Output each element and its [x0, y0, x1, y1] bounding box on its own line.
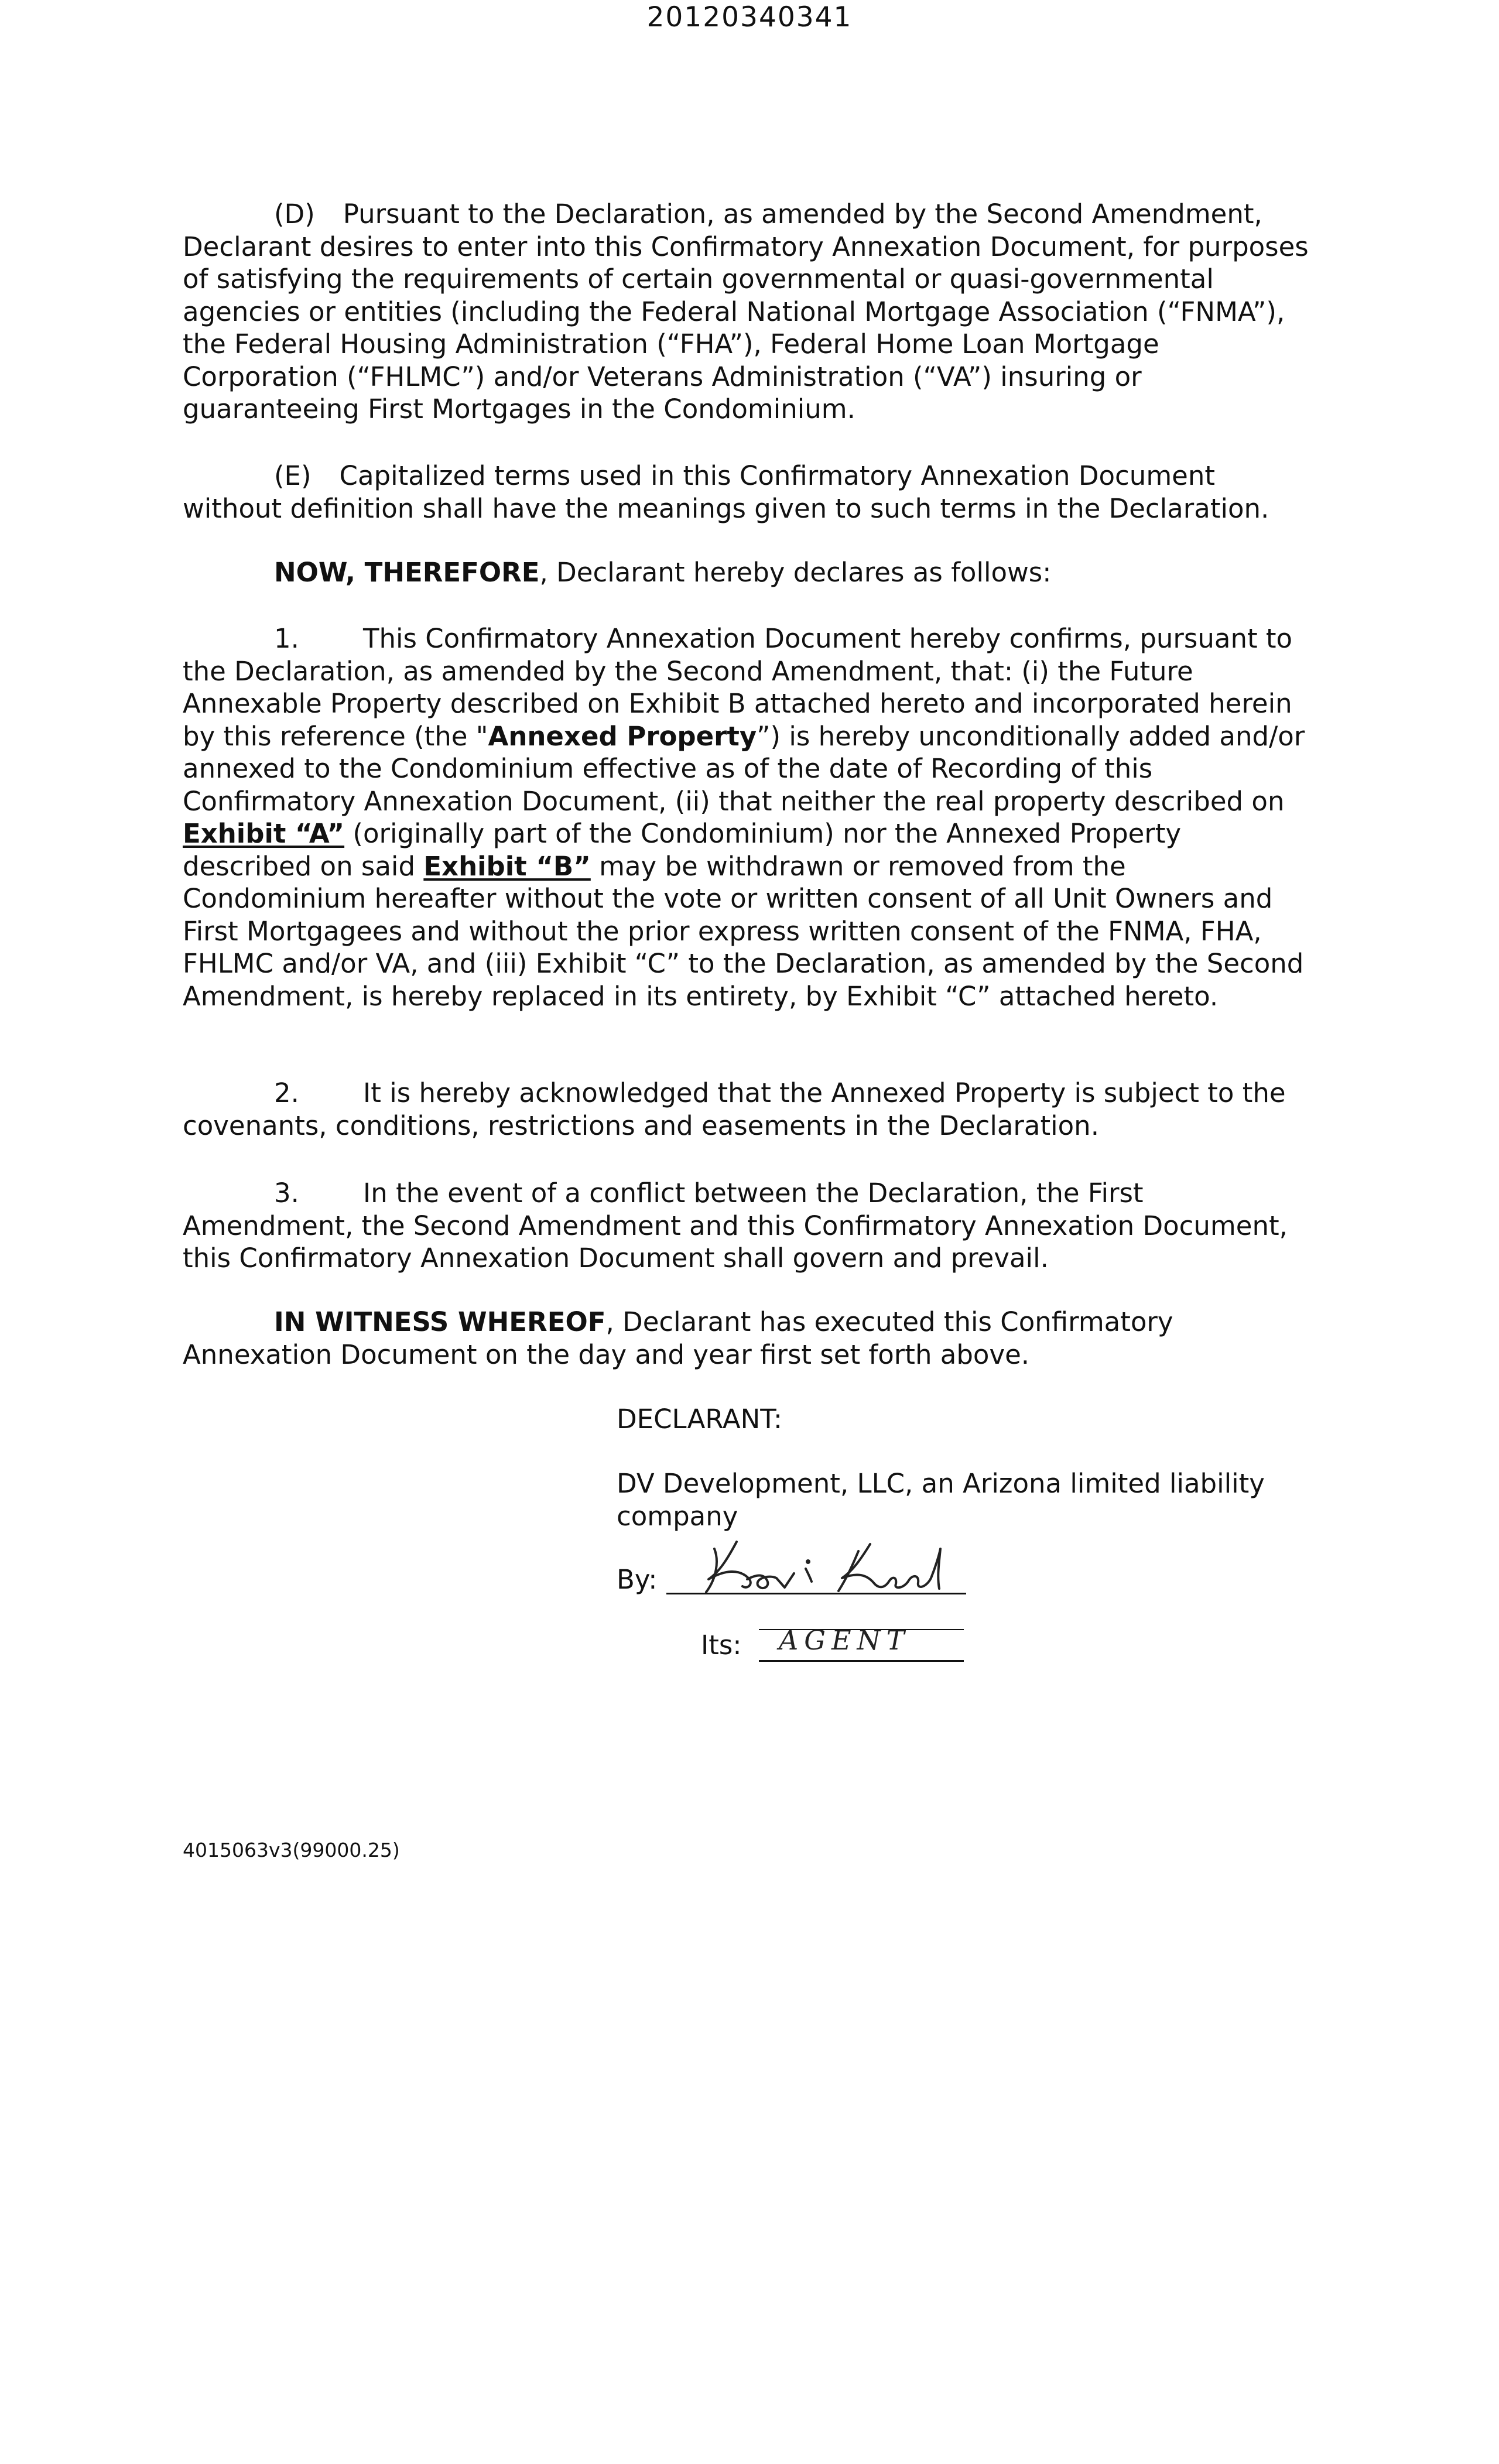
recital-e: [183, 460, 1310, 525]
item-1-text-c: (originally part of the Condominium) nor the Annexed Property described on said: [183, 818, 1182, 882]
item-3-text: In the event of a conflict between the Declaration, the First Amendment, the Second Amendment and this Confirmatory Annexation Document, this Confirmatory Annexation Document shall govern and prevail.: [183, 1178, 1288, 1274]
exhibit-b-reference: Exhibit “B”: [423, 850, 591, 882]
item-1-text-d: may be withdrawn or removed from the Condominium hereafter without the vote or written consent of all Unit Owners and First Mortgagees and without the prior express written consent of the FNMA, FHA, FHLMC and/or VA, and (iii) Exhibit “C” to the Declaration, as amended by the Second Amendment, is hereby replaced in its entirety, by Exhibit “C” attached hereto.: [183, 850, 1304, 1012]
recording-number: 20120340341: [646, 1, 853, 33]
recital-e-label: (E): [274, 460, 312, 491]
item-2-text: It is hereby acknowledged that the Annexed Property is subject to the covenants, conditions, restrictions and easements in the Declaration.: [183, 1077, 1286, 1141]
item-2: [183, 1077, 1310, 1142]
item-1-number: 1.: [274, 623, 299, 654]
witness-clause: [183, 1306, 1310, 1371]
now-therefore: [183, 556, 1310, 589]
its-label: Its:: [701, 1630, 742, 1661]
recital-e-text: Capitalized terms used in this Confirmatory Annexation Document without definition shall have the meanings given to such terms in the Declaration.: [183, 460, 1269, 524]
its-handwritten-value: AGENT: [779, 1624, 911, 1656]
item-1-text-a: This Confirmatory Annexation Document hereby confirms, pursuant to the Declaration, as amended by the Second Amendment, that: (i) the Future Annexable Property described on Exhibit B attached hereto and incorporated herein by this reference (the ": [183, 623, 1293, 752]
its-line: [759, 1660, 964, 1662]
by-label: By:: [617, 1564, 658, 1595]
now-therefore-rest: , Declarant hereby declares as follows:: [539, 557, 1052, 588]
item-3: [183, 1177, 1310, 1275]
witness-rest: , Declarant has executed this Confirmatory Annexation Document on the day and year first set forth above.: [183, 1306, 1173, 1370]
item-3-number: 3.: [274, 1178, 299, 1209]
exhibit-a-reference: Exhibit “A”: [183, 818, 345, 849]
document-id-footer: 4015063v3(99000.25): [183, 1839, 400, 1861]
item-1: [183, 622, 1310, 1012]
witness-bold: IN WITNESS WHEREOF: [274, 1306, 606, 1337]
declarant-heading: DECLARANT:: [617, 1404, 782, 1435]
item-2-number: 2.: [274, 1077, 299, 1108]
recital-d-text: Pursuant to the Declaration, as amended by the Second Amendment, Declarant desires to enter into this Confirmatory Annexation Document, for purposes of satisfying the requirements of certain governmental or quasi-governmental agencies or entities (including the Federal National Mortgage Association (“FNMA”), the Federal Housing Administration (“FHA”), Federal Home Loan Mortgage Corporation (“FHLMC”) and/or Veterans Administration (“VA”) insuring or guaranteeing First Mortgages in the Condominium.: [183, 199, 1309, 425]
recital-d: [183, 198, 1310, 426]
recital-d-label: (D): [274, 199, 315, 230]
handwritten-signature: [691, 1531, 966, 1599]
now-therefore-bold: NOW, THEREFORE: [274, 557, 540, 588]
item-1-text-b: ”) is hereby unconditionally added and/or annexed to the Condominium effective as of the date of Recording of this Confirmatory Annexation Document, (ii) that neither the real property described on: [183, 720, 1305, 817]
annexed-property-term: Annexed Property: [488, 720, 757, 752]
declarant-entity: DV Development, LLC, an Arizona limited liability company: [617, 1468, 1265, 1532]
